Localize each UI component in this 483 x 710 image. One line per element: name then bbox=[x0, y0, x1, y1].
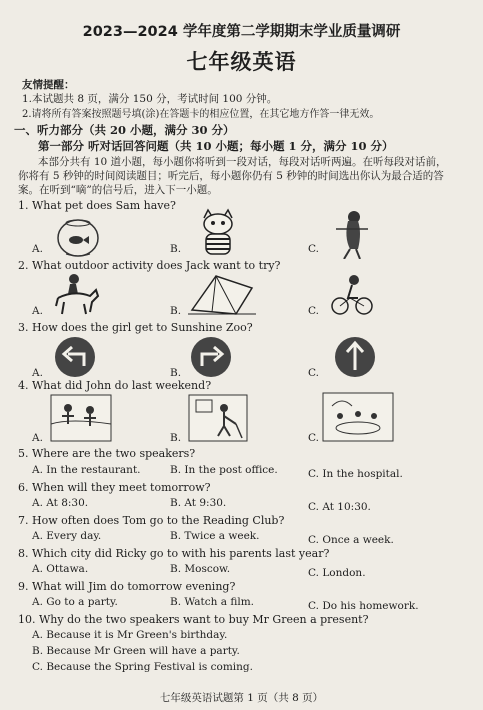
question-9: 9. What will Jim do tomorrow evening? bbox=[18, 580, 236, 593]
beach-activity-image bbox=[50, 394, 112, 442]
turn-right-sign-image bbox=[186, 334, 236, 380]
option-a: A. bbox=[32, 305, 43, 317]
option-b: B. At 9:30. bbox=[170, 497, 227, 509]
exam-title: 2023—2024 学年度第二学期期末学业质量调研 bbox=[82, 24, 401, 40]
question-7: 7. How often does Tom go to the Reading Club? bbox=[18, 514, 285, 527]
option-a: A. Because it is Mr Green's birthday. bbox=[32, 629, 228, 641]
house-cleaning-image bbox=[188, 394, 248, 442]
option-a: A. In the restaurant. bbox=[32, 464, 141, 476]
question-10: 10. Why do the two speakers want to buy Mr Green a present? bbox=[18, 613, 369, 626]
option-b: B. bbox=[170, 367, 182, 379]
option-b: B. Watch a film. bbox=[170, 596, 254, 608]
question-5: 5. Where are the two speakers? bbox=[18, 447, 196, 460]
picnic-image bbox=[322, 392, 394, 442]
option-c: C. bbox=[308, 243, 319, 255]
instruction-line: 案。在听到“嘀”的信号后，进入下一小题。 bbox=[18, 184, 218, 196]
option-a: A. bbox=[32, 432, 43, 444]
parrot-image bbox=[330, 207, 370, 259]
turn-left-sign-image bbox=[50, 334, 100, 380]
option-c: C. bbox=[308, 367, 319, 379]
notice-heading: 友情提醒： bbox=[22, 79, 75, 91]
option-a: A. bbox=[32, 243, 43, 255]
question-1: 1. What pet does Sam have? bbox=[18, 199, 176, 212]
go-straight-sign-image bbox=[330, 334, 380, 380]
option-a: A. bbox=[32, 367, 43, 379]
page-footer: 七年级英语试题第 1 页（共 8 页） bbox=[159, 692, 324, 704]
option-c: C. Because the Spring Festival is coming. bbox=[32, 661, 253, 673]
option-a: A. Go to a party. bbox=[32, 596, 118, 608]
instruction-line: 你将有 5 秒钟的时间阅读题目；听完后，每小题你仍有 5 秒钟的时间选出你认为最合适的答 bbox=[18, 170, 444, 182]
question-8: 8. Which city did Ricky go to with his parents last year? bbox=[18, 547, 330, 560]
option-c: C. bbox=[308, 305, 319, 317]
cycling-image bbox=[330, 272, 374, 318]
option-c: C. bbox=[308, 432, 319, 444]
option-b: B. bbox=[170, 243, 182, 255]
option-b: B. Moscow. bbox=[170, 563, 231, 575]
option-c: C. London. bbox=[308, 567, 366, 579]
option-c: C. In the hospital. bbox=[308, 468, 403, 480]
option-a: A. At 8:30. bbox=[32, 497, 89, 509]
notice-item-1: 1.本试题共 8 页，满分 150 分，考试时间 100 分钟。 bbox=[22, 93, 278, 105]
horse-riding-image bbox=[50, 272, 102, 318]
instruction-line: 本部分共有 10 道小题，每小题你将听到一段对话，每段对话听两遍。在听每段对话前， bbox=[38, 156, 447, 168]
option-c: C. At 10:30. bbox=[308, 501, 371, 513]
option-b: B. Twice a week. bbox=[170, 530, 260, 542]
fish-bowl-image bbox=[52, 212, 104, 258]
part1-heading: 一、听力部分（共 20 小题，满分 30 分） bbox=[14, 123, 235, 137]
part1-subheading: 第一部分 听对话回答问题（共 10 小题；每小题 1 分，满分 10 分） bbox=[38, 139, 394, 153]
option-a: A. Ottawa. bbox=[32, 563, 89, 575]
option-b: B. bbox=[170, 432, 182, 444]
cat-image bbox=[196, 208, 240, 258]
option-b: B. Because Mr Green will have a party. bbox=[32, 645, 240, 657]
subject-title: 七年级英语 bbox=[186, 50, 297, 74]
option-b: B. In the post office. bbox=[170, 464, 278, 476]
camping-tent-image bbox=[186, 270, 258, 318]
question-3: 3. How does the girl get to Sunshine Zoo? bbox=[18, 321, 253, 334]
question-2: 2. What outdoor activity does Jack want to try? bbox=[18, 259, 281, 272]
option-c: C. Do his homework. bbox=[308, 600, 419, 612]
question-6: 6. When will they meet tomorrow? bbox=[18, 481, 211, 494]
option-b: B. bbox=[170, 305, 182, 317]
option-c: C. Once a week. bbox=[308, 534, 394, 546]
option-a: A. Every day. bbox=[32, 530, 102, 542]
notice-item-2: 2.请将所有答案按照题号填(涂)在答题卡的相应位置，在其它地方作答一律无效。 bbox=[22, 109, 380, 120]
question-4: 4. What did John do last weekend? bbox=[18, 379, 212, 392]
